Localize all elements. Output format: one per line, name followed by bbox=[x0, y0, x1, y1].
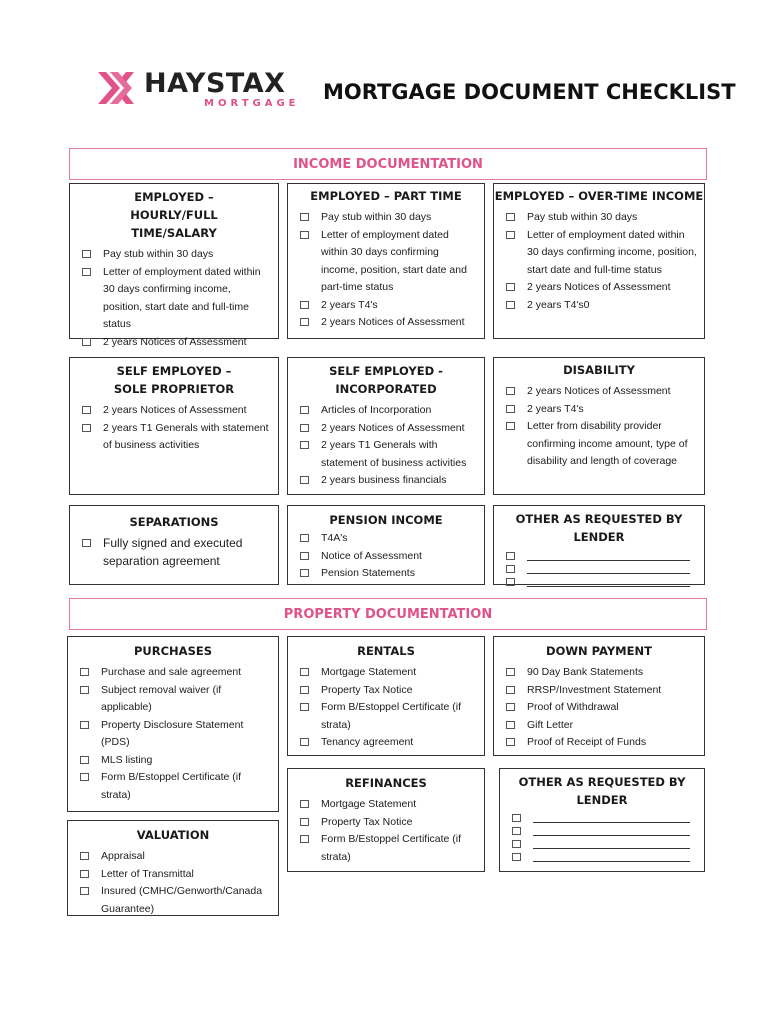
box-title: RENTALS bbox=[357, 644, 415, 658]
list-item: 2 years Notices of Assessment bbox=[298, 314, 478, 332]
blank-line[interactable] bbox=[533, 836, 690, 849]
list-item: 2 years T4's bbox=[298, 297, 478, 315]
checkbox[interactable] bbox=[512, 827, 521, 835]
list-item: 2 years Notices of Assessment bbox=[298, 420, 478, 438]
list-item: Articles of Incorporation bbox=[298, 402, 478, 420]
checkbox[interactable] bbox=[506, 301, 515, 309]
list-item: Letter of employment dated within 30 days confirming income, position, start date and part-time status bbox=[298, 227, 478, 297]
checkbox[interactable] bbox=[80, 852, 89, 860]
list-item: Fully signed and executed separation agreement bbox=[80, 535, 272, 570]
list-item: Property Disclosure Statement (PDS) bbox=[78, 717, 272, 752]
list-item: 2 years T4's0 bbox=[504, 297, 698, 315]
checkbox[interactable] bbox=[300, 441, 309, 449]
checkbox[interactable] bbox=[82, 424, 91, 432]
box-pension-income bbox=[287, 505, 485, 585]
checkbox[interactable] bbox=[506, 283, 515, 291]
checkbox[interactable] bbox=[300, 301, 309, 309]
list-item: 2 years T1 Generals with statement of business activities bbox=[298, 437, 478, 472]
logo-mark-icon bbox=[96, 66, 142, 110]
box-title: EMPLOYED – HOURLY/FULL TIME/SALARY bbox=[130, 190, 218, 240]
box-title: DOWN PAYMENT bbox=[546, 644, 652, 658]
box-valuation bbox=[67, 820, 279, 916]
checkbox[interactable] bbox=[300, 406, 309, 414]
box-disability bbox=[493, 357, 705, 495]
checkbox[interactable] bbox=[80, 686, 89, 694]
blank-line[interactable] bbox=[533, 823, 690, 836]
checkbox[interactable] bbox=[512, 853, 521, 861]
checkbox[interactable] bbox=[80, 870, 89, 878]
list-item: Letter from disability provider confirming income amount, type of disability and length of coverage bbox=[504, 418, 698, 471]
logo-wordmark: HAYSTAX bbox=[144, 68, 286, 99]
list-item: Proof of Receipt of Funds bbox=[504, 734, 698, 752]
blank-line[interactable] bbox=[527, 548, 690, 561]
list-item: RRSP/Investment Statement bbox=[504, 682, 698, 700]
box-purchases bbox=[67, 636, 279, 812]
list-item: 90 Day Bank Statements bbox=[504, 664, 698, 682]
list-item: 2 years Notices of Assessment bbox=[504, 279, 698, 297]
list-item: Mortgage Statement bbox=[298, 796, 478, 814]
box-rentals bbox=[287, 636, 485, 756]
box-title: SELF EMPLOYED - INCORPORATED bbox=[329, 364, 443, 396]
blank-line[interactable] bbox=[527, 561, 690, 574]
checkbox[interactable] bbox=[300, 424, 309, 432]
checkbox[interactable] bbox=[300, 738, 309, 746]
checkbox[interactable] bbox=[82, 338, 91, 346]
list-item bbox=[504, 548, 698, 561]
box-self-employed-sole bbox=[69, 357, 279, 495]
list-item bbox=[504, 561, 698, 574]
list-item: Notice of Assessment bbox=[298, 548, 478, 566]
box-refinances bbox=[287, 768, 485, 872]
list-item: 2 years T4's bbox=[504, 401, 698, 419]
checkbox[interactable] bbox=[506, 405, 515, 413]
checkbox[interactable] bbox=[80, 756, 89, 764]
list-item: Appraisal bbox=[78, 848, 272, 866]
list-item bbox=[510, 810, 698, 823]
checkbox[interactable] bbox=[512, 840, 521, 848]
list-item: Tenancy agreement bbox=[298, 734, 478, 752]
checkbox[interactable] bbox=[506, 213, 515, 221]
list-item: 2 years Notices of Assessment bbox=[80, 402, 272, 420]
list-item: 2 years T1 Generals with statement of business activities bbox=[80, 420, 272, 455]
box-other-property bbox=[499, 768, 705, 872]
box-separations bbox=[69, 505, 279, 585]
list-item: 2 years Notices of Assessment bbox=[504, 383, 698, 401]
checkbox[interactable] bbox=[506, 231, 515, 239]
checkbox[interactable] bbox=[300, 213, 309, 221]
list-item: Pay stub within 30 days bbox=[298, 209, 478, 227]
list-item: Property Tax Notice bbox=[298, 814, 478, 832]
checkbox[interactable] bbox=[300, 703, 309, 711]
list-item: Pension Statements bbox=[298, 565, 478, 583]
checkbox[interactable] bbox=[506, 721, 515, 729]
checkbox[interactable] bbox=[80, 668, 89, 676]
list-item: Mortgage Statement bbox=[298, 664, 478, 682]
checkbox[interactable] bbox=[300, 800, 309, 808]
property-section-banner: PROPERTY DOCUMENTATION bbox=[69, 598, 707, 630]
box-title: PURCHASES bbox=[133, 644, 212, 658]
blank-line[interactable] bbox=[533, 810, 690, 823]
checkbox[interactable] bbox=[300, 231, 309, 239]
logo-subtitle: MORTGAGE bbox=[204, 98, 300, 109]
checkbox[interactable] bbox=[80, 773, 89, 781]
checkbox[interactable] bbox=[300, 686, 309, 694]
list-item: 2 years business financials bbox=[298, 472, 478, 490]
checkbox[interactable] bbox=[506, 738, 515, 746]
haystax-logo bbox=[96, 66, 300, 116]
income-section-banner: INCOME DOCUMENTATION bbox=[69, 148, 707, 180]
list-item: 2 years Notices of Assessment bbox=[80, 334, 272, 352]
checkbox[interactable] bbox=[300, 552, 309, 560]
checkbox[interactable] bbox=[82, 539, 91, 547]
box-employed-overtime bbox=[493, 183, 705, 339]
list-item: Gift Letter bbox=[504, 717, 698, 735]
list-item: Form B/Estoppel Certificate (if strata) bbox=[78, 769, 272, 804]
page-title: MORTGAGE DOCUMENT CHECKLIST bbox=[323, 80, 736, 104]
checkbox[interactable] bbox=[506, 578, 515, 586]
box-title: SELF EMPLOYED – SOLE PROPRIETOR bbox=[113, 364, 235, 396]
list-item: Letter of employment dated within 30 days confirming income, position, start date and full-time status bbox=[80, 264, 272, 334]
box-title: VALUATION bbox=[136, 828, 210, 842]
box-title: EMPLOYED – OVER-TIME INCOME bbox=[494, 189, 704, 203]
list-item bbox=[504, 574, 698, 587]
list-item: MLS listing bbox=[78, 752, 272, 770]
list-item bbox=[510, 849, 698, 862]
list-item: Subject removal waiver (if applicable) bbox=[78, 682, 272, 717]
list-item: Insured (CMHC/Genworth/Canada Guarantee) bbox=[78, 883, 272, 918]
box-title: SEPARATIONS bbox=[129, 515, 219, 529]
checkbox[interactable] bbox=[82, 250, 91, 258]
list-item: Letter of Transmittal bbox=[78, 866, 272, 884]
checkbox[interactable] bbox=[506, 668, 515, 676]
box-title: OTHER AS REQUESTED BY LENDER bbox=[515, 512, 683, 544]
checkbox[interactable] bbox=[506, 552, 515, 560]
checkbox[interactable] bbox=[506, 387, 515, 395]
list-item: Purchase and sale agreement bbox=[78, 664, 272, 682]
checkbox[interactable] bbox=[506, 686, 515, 694]
checkbox[interactable] bbox=[512, 814, 521, 822]
box-employed-full-time bbox=[69, 183, 279, 348]
list-item bbox=[510, 836, 698, 849]
box-other-income bbox=[493, 505, 705, 585]
checkbox[interactable] bbox=[300, 835, 309, 843]
checkbox[interactable] bbox=[300, 818, 309, 826]
list-item: T4A's bbox=[298, 530, 478, 548]
box-self-employed-incorporated bbox=[287, 357, 485, 495]
checkbox[interactable] bbox=[300, 569, 309, 577]
checkbox[interactable] bbox=[300, 476, 309, 484]
list-item: Form B/Estoppel Certificate (if strata) bbox=[298, 831, 478, 866]
checkbox[interactable] bbox=[80, 721, 89, 729]
list-item: Pay stub within 30 days bbox=[504, 209, 698, 227]
list-item: Proof of Withdrawal bbox=[504, 699, 698, 717]
checkbox[interactable] bbox=[82, 406, 91, 414]
checkbox[interactable] bbox=[506, 565, 515, 573]
list-item: Letter of employment dated within 30 days confirming income, position, start date and full-time status bbox=[504, 227, 698, 280]
list-item: Property Tax Notice bbox=[298, 682, 478, 700]
blank-line[interactable] bbox=[527, 574, 690, 587]
box-title: DISABILITY bbox=[563, 363, 635, 377]
blank-line[interactable] bbox=[533, 849, 690, 862]
checkbox[interactable] bbox=[506, 422, 515, 430]
box-title: REFINANCES bbox=[345, 776, 427, 790]
list-item: Pay stub within 30 days bbox=[80, 246, 272, 264]
box-title: EMPLOYED – PART TIME bbox=[310, 189, 462, 203]
checkbox[interactable] bbox=[300, 318, 309, 326]
box-title: PENSION INCOME bbox=[329, 513, 443, 527]
box-employed-part-time bbox=[287, 183, 485, 339]
checkbox[interactable] bbox=[300, 534, 309, 542]
checkbox[interactable] bbox=[80, 887, 89, 895]
box-down-payment bbox=[493, 636, 705, 756]
checkbox[interactable] bbox=[506, 703, 515, 711]
list-item: Form B/Estoppel Certificate (if strata) bbox=[298, 699, 478, 734]
checkbox[interactable] bbox=[300, 668, 309, 676]
box-title: OTHER AS REQUESTED BY LENDER bbox=[518, 775, 686, 807]
list-item bbox=[510, 823, 698, 836]
checkbox[interactable] bbox=[82, 268, 91, 276]
